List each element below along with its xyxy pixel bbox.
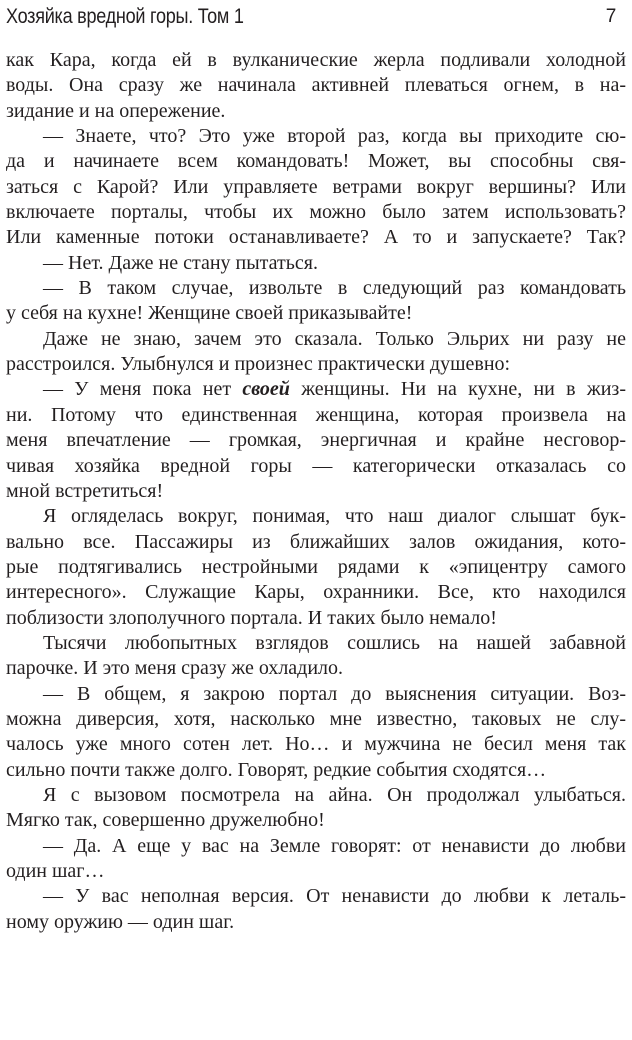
text-line: поблизости злополучного портала. И таких было немало!: [6, 606, 497, 629]
text-line: Я огляделась вокруг, понимая, что наш диалог слышат бук-: [43, 505, 626, 528]
text-line: воды. Она сразу же начинала активней плеваться огнем, в на-: [6, 74, 626, 97]
text-line: Даже не знаю, зачем это сказала. Только Эльрих ни разу не: [43, 327, 626, 350]
text-line: как Кара, когда ей в вулканические жерла подливали холодной: [6, 49, 626, 71]
text-line: парочке. И это меня сразу же охладило.: [6, 657, 344, 680]
text-line: чивая хозяйка вредной горы — категорически отказалась со: [6, 454, 626, 477]
text-line: чалось уже много сотен лет. Но… и мужчина не бесил меня так: [6, 733, 626, 756]
text-line: один шаг…: [6, 860, 105, 882]
text-line: — В таком случае, извольте в следующий раз командовать: [43, 277, 626, 300]
text-line: интересного». Служащие Кары, охранники. Все, кто находился: [6, 581, 626, 604]
text-line: — Знаете, что? Это уже второй раз, когда вы приходите сю-: [43, 125, 626, 148]
text-line: Тысячи любопытных взглядов сошлись на нашей забавной: [43, 631, 626, 654]
text-line: [6, 377, 626, 402]
text-line: — В общем, я закрою портал до выяснения ситуации. Воз-: [43, 682, 626, 705]
text-line: вально все. Пассажиры из ближайших залов ожидания, кото-: [6, 530, 626, 553]
text-line: — Нет. Даже не стану пытаться.: [43, 251, 318, 274]
text-line: — У вас неполная версия. От ненависти до любви к леталь-: [43, 885, 626, 908]
emphasized-word: своей: [242, 378, 290, 401]
text-line: мной встретиться!: [6, 479, 164, 502]
text-line: сильно почти также долго. Говорят, редкие события сходятся…: [6, 758, 547, 781]
text-line: Я с вызовом посмотрела на айна. Он продолжал улыбаться.: [43, 783, 626, 806]
text-line: включаете порталы, чтобы их можно было затем использовать?: [6, 201, 626, 224]
text-line: зидание и на опережение.: [6, 99, 226, 122]
text-line: расстроился. Улыбнулся и произнес практически душевно:: [6, 353, 511, 376]
text-line: рые подтягивались нестройными рядами к «эпицентру самого: [6, 555, 626, 578]
text-line: заться с Карой? Или управляете ветрами вокруг вершины? Или: [6, 175, 626, 198]
text-line: Мягко так, совершенно дружелюбно!: [6, 809, 325, 832]
text-line: можна диверсия, хотя, насколько мне известно, таковых не слу-: [6, 707, 626, 730]
text-line: да и начинаете всем командовать! Может, вы способны свя-: [6, 150, 626, 173]
text-line: ному оружию — один шаг.: [6, 910, 235, 933]
running-title: Хозяйка вредной горы. Том 1: [6, 5, 244, 28]
text-line-start: — У меня пока нет: [43, 378, 243, 401]
text-line: у себя на кухне! Женщине своей приказывайте!: [6, 302, 413, 325]
text-line: ни. Потому что единственная женщина, которая произвела на: [6, 403, 626, 426]
page-header: [6, 0, 622, 34]
text-line: — Да. А еще у вас на Земле говорят: от ненависти до любви: [43, 834, 626, 857]
text-line: меня впечатление — громкая, энергичная и крайне несговор-: [6, 429, 626, 452]
body-text: [6, 48, 626, 935]
text-line: Или каменные потоки останавливаете? А то и запускаете? Так?: [6, 226, 626, 249]
text-line-end: женщины. Ни на кухне, ни в жиз-: [289, 378, 626, 401]
page-number: 7: [605, 6, 616, 27]
